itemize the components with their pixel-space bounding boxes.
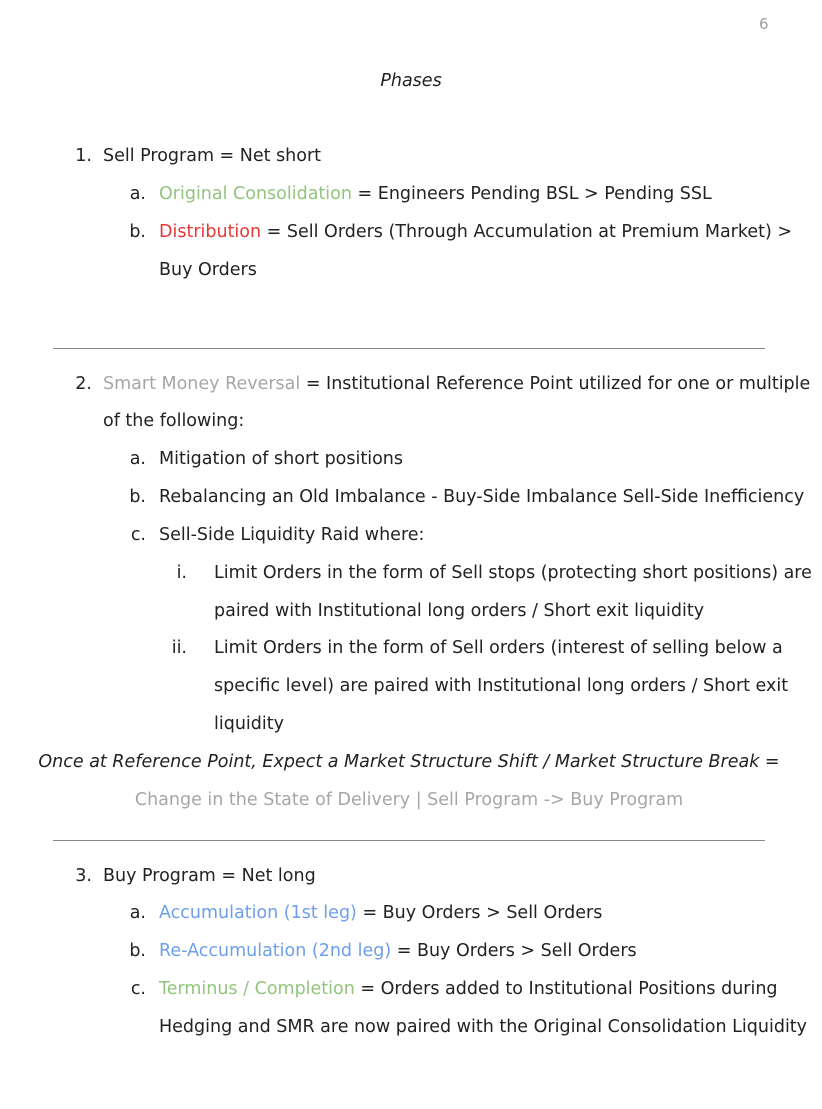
- section-heading: Sell Program = Net short: [103, 146, 322, 166]
- list-item: [159, 978, 778, 1000]
- list-number: 1.: [75, 146, 92, 166]
- sublist-marker: ii.: [171, 638, 187, 658]
- item-continuation: Buy Orders: [159, 260, 257, 280]
- item-text: = Orders added to Institutional Positions during: [354, 979, 778, 999]
- list-marker: a.: [129, 449, 146, 469]
- highlight-term: Original Consolidation: [159, 184, 352, 204]
- list-marker: c.: [130, 979, 146, 999]
- list-marker: b.: [129, 222, 146, 242]
- highlight-term: Smart Money Reversal: [103, 374, 301, 394]
- sublist-item: Limit Orders in the form of Sell orders (interest of selling below a: [214, 638, 783, 658]
- list-number: 3.: [75, 866, 92, 886]
- sublist-item-continuation: specific level) are paired with Institutional long orders / Short exit: [214, 676, 789, 696]
- highlight-term: Distribution: [159, 222, 262, 242]
- item-text: = Institutional Reference Point utilized for one or multiple: [300, 374, 811, 394]
- item-text: = Sell Orders (Through Accumulation at Premium Market) >: [261, 222, 793, 242]
- list-item: Sell-Side Liquidity Raid where:: [159, 525, 425, 545]
- divider: [53, 840, 765, 841]
- item-text: = Engineers Pending BSL > Pending SSL: [351, 184, 712, 204]
- divider: [53, 348, 765, 349]
- list-item: Rebalancing an Old Imbalance - Buy-Side Imbalance Sell-Side Inefficiency: [159, 487, 805, 507]
- heading-continuation: of the following:: [103, 411, 245, 431]
- item-text: = Buy Orders > Sell Orders: [356, 903, 603, 923]
- sublist-item: Limit Orders in the form of Sell stops (protecting short positions) are: [214, 563, 812, 583]
- section-heading: [103, 373, 810, 395]
- highlight-term: Re-Accumulation (2nd leg): [159, 941, 392, 961]
- page-number: 6: [759, 15, 769, 33]
- list-item: [159, 902, 602, 924]
- state-of-delivery-note: Change in the State of Delivery | Sell Program -> Buy Program: [134, 790, 684, 810]
- sublist-marker: i.: [176, 563, 187, 583]
- highlight-term: Terminus / Completion: [159, 979, 355, 999]
- list-number: 2.: [75, 374, 92, 394]
- list-marker: b.: [129, 941, 146, 961]
- list-marker: c.: [130, 525, 146, 545]
- item-continuation: Hedging and SMR are now paired with the Original Consolidation Liquidity: [159, 1017, 808, 1037]
- list-marker: b.: [129, 487, 146, 507]
- sublist-item-continuation: liquidity: [214, 714, 284, 734]
- list-item: [159, 221, 792, 243]
- list-marker: a.: [129, 903, 146, 923]
- section-heading: Buy Program = Net long: [103, 866, 316, 886]
- list-item: Mitigation of short positions: [159, 449, 404, 469]
- list-item: [159, 940, 637, 962]
- item-text: = Buy Orders > Sell Orders: [391, 941, 637, 961]
- sublist-item-continuation: paired with Institutional long orders / Short exit liquidity: [214, 601, 705, 621]
- list-item: [159, 183, 712, 205]
- page-title: Phases: [380, 71, 442, 91]
- highlight-term: Accumulation (1st leg): [159, 903, 357, 923]
- list-marker: a.: [129, 184, 146, 204]
- reference-point-note: Once at Reference Point, Expect a Market Structure Shift / Market Structure Break =: [38, 752, 780, 772]
